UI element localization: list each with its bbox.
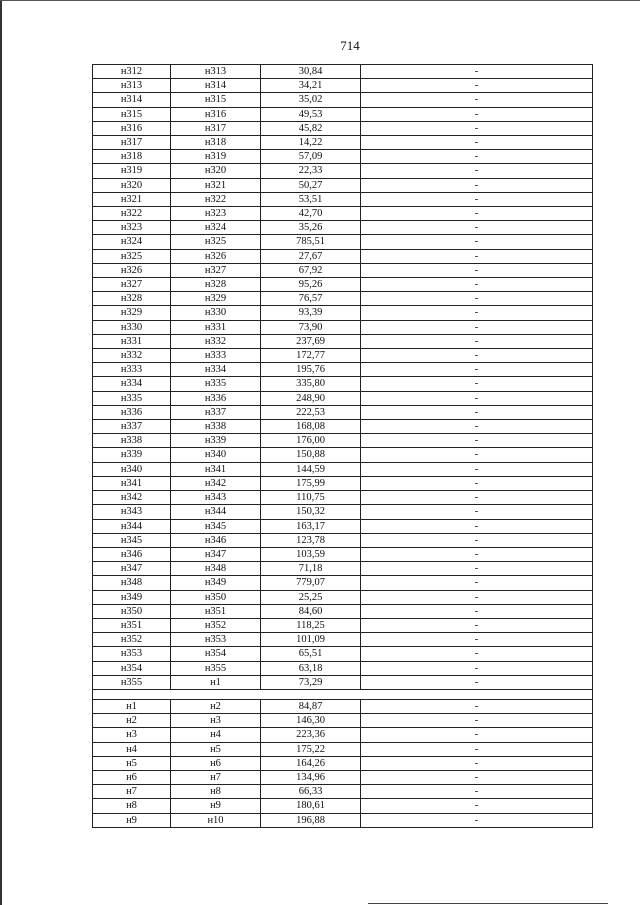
to-point-cell: н345 bbox=[171, 519, 261, 533]
note-cell: - bbox=[361, 93, 593, 107]
to-point-cell: н2 bbox=[171, 699, 261, 713]
table-row bbox=[93, 813, 593, 827]
note-cell: - bbox=[361, 618, 593, 632]
from-point-cell: н338 bbox=[93, 434, 171, 448]
distance-cell: 779,07 bbox=[261, 576, 361, 590]
from-point-cell: н342 bbox=[93, 491, 171, 505]
from-point-cell: н328 bbox=[93, 292, 171, 306]
table-row bbox=[93, 675, 593, 689]
distance-cell: 25,25 bbox=[261, 590, 361, 604]
table-row bbox=[93, 79, 593, 93]
to-point-cell: н351 bbox=[171, 604, 261, 618]
to-point-cell: н333 bbox=[171, 349, 261, 363]
to-point-cell: н326 bbox=[171, 249, 261, 263]
to-point-cell: н315 bbox=[171, 93, 261, 107]
distance-cell: 73,29 bbox=[261, 675, 361, 689]
table-row bbox=[93, 728, 593, 742]
from-point-cell: н323 bbox=[93, 221, 171, 235]
note-cell: - bbox=[361, 79, 593, 93]
note-cell: - bbox=[361, 263, 593, 277]
from-point-cell: н7 bbox=[93, 785, 171, 799]
note-cell: - bbox=[361, 519, 593, 533]
to-point-cell: н332 bbox=[171, 334, 261, 348]
table-row bbox=[93, 405, 593, 419]
distance-cell: 35,02 bbox=[261, 93, 361, 107]
note-cell: - bbox=[361, 207, 593, 221]
from-point-cell: н325 bbox=[93, 249, 171, 263]
from-point-cell: н312 bbox=[93, 65, 171, 79]
from-point-cell: н317 bbox=[93, 136, 171, 150]
distance-cell: 103,59 bbox=[261, 547, 361, 561]
note-cell: - bbox=[361, 107, 593, 121]
note-cell: - bbox=[361, 434, 593, 448]
note-cell: - bbox=[361, 661, 593, 675]
table-row bbox=[93, 476, 593, 490]
note-cell: - bbox=[361, 334, 593, 348]
table-row bbox=[93, 306, 593, 320]
to-point-cell: н327 bbox=[171, 263, 261, 277]
distance-cell: 196,88 bbox=[261, 813, 361, 827]
table-row bbox=[93, 334, 593, 348]
distance-cell: 168,08 bbox=[261, 420, 361, 434]
table-row bbox=[93, 192, 593, 206]
table-row bbox=[93, 661, 593, 675]
to-point-cell: н323 bbox=[171, 207, 261, 221]
to-point-cell: н316 bbox=[171, 107, 261, 121]
to-point-cell: н330 bbox=[171, 306, 261, 320]
distance-cell: 71,18 bbox=[261, 562, 361, 576]
to-point-cell: н346 bbox=[171, 533, 261, 547]
note-cell: - bbox=[361, 405, 593, 419]
from-point-cell: н324 bbox=[93, 235, 171, 249]
from-point-cell: н8 bbox=[93, 799, 171, 813]
to-point-cell: н336 bbox=[171, 391, 261, 405]
from-point-cell: н351 bbox=[93, 618, 171, 632]
to-point-cell: н340 bbox=[171, 448, 261, 462]
from-point-cell: н315 bbox=[93, 107, 171, 121]
from-point-cell: н341 bbox=[93, 476, 171, 490]
to-point-cell: н317 bbox=[171, 121, 261, 135]
distance-cell: 50,27 bbox=[261, 178, 361, 192]
from-point-cell: н334 bbox=[93, 377, 171, 391]
table-row bbox=[93, 448, 593, 462]
table-row bbox=[93, 770, 593, 784]
from-point-cell: н314 bbox=[93, 93, 171, 107]
from-point-cell: н5 bbox=[93, 756, 171, 770]
distance-cell: 57,09 bbox=[261, 150, 361, 164]
from-point-cell: н329 bbox=[93, 306, 171, 320]
distance-cell: 42,70 bbox=[261, 207, 361, 221]
distance-cell: 110,75 bbox=[261, 491, 361, 505]
from-point-cell: н354 bbox=[93, 661, 171, 675]
page-number: 714 bbox=[340, 38, 360, 53]
note-cell: - bbox=[361, 420, 593, 434]
to-point-cell: н324 bbox=[171, 221, 261, 235]
to-point-cell: н335 bbox=[171, 377, 261, 391]
table-row bbox=[93, 349, 593, 363]
note-cell: - bbox=[361, 462, 593, 476]
distance-cell: 150,88 bbox=[261, 448, 361, 462]
from-point-cell: н320 bbox=[93, 178, 171, 192]
distance-cell: 66,33 bbox=[261, 785, 361, 799]
from-point-cell: н355 bbox=[93, 675, 171, 689]
table-row bbox=[93, 533, 593, 547]
table-row bbox=[93, 519, 593, 533]
note-cell: - bbox=[361, 576, 593, 590]
note-cell: - bbox=[361, 178, 593, 192]
from-point-cell: н337 bbox=[93, 420, 171, 434]
table-row bbox=[93, 799, 593, 813]
table-row bbox=[93, 178, 593, 192]
note-cell: - bbox=[361, 699, 593, 713]
note-cell: - bbox=[361, 813, 593, 827]
distance-cell: 27,67 bbox=[261, 249, 361, 263]
distance-cell: 84,87 bbox=[261, 699, 361, 713]
to-point-cell: н321 bbox=[171, 178, 261, 192]
distance-cell: 144,59 bbox=[261, 462, 361, 476]
note-cell: - bbox=[361, 714, 593, 728]
to-point-cell: н353 bbox=[171, 633, 261, 647]
from-point-cell: н313 bbox=[93, 79, 171, 93]
to-point-cell: н352 bbox=[171, 618, 261, 632]
note-cell: - bbox=[361, 633, 593, 647]
to-point-cell: н319 bbox=[171, 150, 261, 164]
distance-cell: 785,51 bbox=[261, 235, 361, 249]
to-point-cell: н339 bbox=[171, 434, 261, 448]
note-cell: - bbox=[361, 590, 593, 604]
note-cell: - bbox=[361, 278, 593, 292]
from-point-cell: н331 bbox=[93, 334, 171, 348]
from-point-cell: н352 bbox=[93, 633, 171, 647]
distance-cell: 84,60 bbox=[261, 604, 361, 618]
table-row bbox=[93, 462, 593, 476]
from-point-cell: н347 bbox=[93, 562, 171, 576]
note-cell: - bbox=[361, 799, 593, 813]
note-cell: - bbox=[361, 728, 593, 742]
note-cell: - bbox=[361, 363, 593, 377]
note-cell: - bbox=[361, 192, 593, 206]
to-point-cell: н342 bbox=[171, 476, 261, 490]
to-point-cell: н314 bbox=[171, 79, 261, 93]
table-row bbox=[93, 647, 593, 661]
table-row bbox=[93, 320, 593, 334]
distance-cell: 67,92 bbox=[261, 263, 361, 277]
distance-cell: 45,82 bbox=[261, 121, 361, 135]
distance-cell: 34,21 bbox=[261, 79, 361, 93]
table-row bbox=[93, 420, 593, 434]
spacer-cell bbox=[93, 689, 593, 699]
page-bottom-edge bbox=[368, 903, 608, 904]
from-point-cell: н316 bbox=[93, 121, 171, 135]
from-point-cell: н332 bbox=[93, 349, 171, 363]
from-point-cell: н353 bbox=[93, 647, 171, 661]
table-row bbox=[93, 278, 593, 292]
from-point-cell: н350 bbox=[93, 604, 171, 618]
note-cell: - bbox=[361, 448, 593, 462]
table-row bbox=[93, 633, 593, 647]
page-top-edge bbox=[0, 0, 640, 1]
distance-cell: 123,78 bbox=[261, 533, 361, 547]
to-point-cell: н7 bbox=[171, 770, 261, 784]
table-row bbox=[93, 65, 593, 79]
to-point-cell: н350 bbox=[171, 590, 261, 604]
to-point-cell: н328 bbox=[171, 278, 261, 292]
from-point-cell: н326 bbox=[93, 263, 171, 277]
note-cell: - bbox=[361, 785, 593, 799]
table-row bbox=[93, 263, 593, 277]
from-point-cell: н327 bbox=[93, 278, 171, 292]
distance-cell: 35,26 bbox=[261, 221, 361, 235]
table-row bbox=[93, 756, 593, 770]
distance-cell: 180,61 bbox=[261, 799, 361, 813]
to-point-cell: н329 bbox=[171, 292, 261, 306]
note-cell: - bbox=[361, 770, 593, 784]
table-row bbox=[93, 742, 593, 756]
note-cell: - bbox=[361, 756, 593, 770]
note-cell: - bbox=[361, 533, 593, 547]
from-point-cell: н344 bbox=[93, 519, 171, 533]
note-cell: - bbox=[361, 65, 593, 79]
table-row bbox=[93, 363, 593, 377]
from-point-cell: н6 bbox=[93, 770, 171, 784]
table-row bbox=[93, 618, 593, 632]
from-point-cell: н4 bbox=[93, 742, 171, 756]
note-cell: - bbox=[361, 221, 593, 235]
distance-cell: 164,26 bbox=[261, 756, 361, 770]
distance-cell: 14,22 bbox=[261, 136, 361, 150]
note-cell: - bbox=[361, 235, 593, 249]
distance-cell: 63,18 bbox=[261, 661, 361, 675]
note-cell: - bbox=[361, 320, 593, 334]
note-cell: - bbox=[361, 505, 593, 519]
table-row bbox=[93, 590, 593, 604]
table-body bbox=[93, 65, 593, 828]
note-cell: - bbox=[361, 647, 593, 661]
distance-cell: 30,84 bbox=[261, 65, 361, 79]
from-point-cell: н321 bbox=[93, 192, 171, 206]
note-cell: - bbox=[361, 562, 593, 576]
table-row bbox=[93, 207, 593, 221]
from-point-cell: н333 bbox=[93, 363, 171, 377]
table-row bbox=[93, 93, 593, 107]
page-left-edge bbox=[0, 0, 2, 905]
table-row bbox=[93, 150, 593, 164]
note-cell: - bbox=[361, 675, 593, 689]
distance-cell: 248,90 bbox=[261, 391, 361, 405]
from-point-cell: н330 bbox=[93, 320, 171, 334]
from-point-cell: н345 bbox=[93, 533, 171, 547]
note-cell: - bbox=[361, 292, 593, 306]
note-cell: - bbox=[361, 249, 593, 263]
table-row bbox=[93, 699, 593, 713]
note-cell: - bbox=[361, 136, 593, 150]
note-cell: - bbox=[361, 742, 593, 756]
from-point-cell: н339 bbox=[93, 448, 171, 462]
to-point-cell: н338 bbox=[171, 420, 261, 434]
distance-cell: 95,26 bbox=[261, 278, 361, 292]
to-point-cell: н347 bbox=[171, 547, 261, 561]
note-cell: - bbox=[361, 349, 593, 363]
distance-cell: 175,99 bbox=[261, 476, 361, 490]
from-point-cell: н1 bbox=[93, 699, 171, 713]
distance-cell: 76,57 bbox=[261, 292, 361, 306]
distance-cell: 49,53 bbox=[261, 107, 361, 121]
to-point-cell: н320 bbox=[171, 164, 261, 178]
from-point-cell: н3 bbox=[93, 728, 171, 742]
table-row bbox=[93, 785, 593, 799]
to-point-cell: н5 bbox=[171, 742, 261, 756]
table-row bbox=[93, 391, 593, 405]
distance-cell: 22,33 bbox=[261, 164, 361, 178]
table-row bbox=[93, 164, 593, 178]
to-point-cell: н3 bbox=[171, 714, 261, 728]
note-cell: - bbox=[361, 391, 593, 405]
distance-cell: 146,30 bbox=[261, 714, 361, 728]
to-point-cell: н322 bbox=[171, 192, 261, 206]
table-row bbox=[93, 136, 593, 150]
table-row bbox=[93, 604, 593, 618]
to-point-cell: н337 bbox=[171, 405, 261, 419]
distance-cell: 93,39 bbox=[261, 306, 361, 320]
distance-cell: 176,00 bbox=[261, 434, 361, 448]
from-point-cell: н322 bbox=[93, 207, 171, 221]
to-point-cell: н4 bbox=[171, 728, 261, 742]
note-cell: - bbox=[361, 377, 593, 391]
distance-cell: 134,96 bbox=[261, 770, 361, 784]
note-cell: - bbox=[361, 121, 593, 135]
table-row bbox=[93, 249, 593, 263]
table-row bbox=[93, 562, 593, 576]
distance-cell: 195,76 bbox=[261, 363, 361, 377]
note-cell: - bbox=[361, 150, 593, 164]
distance-cell: 222,53 bbox=[261, 405, 361, 419]
from-point-cell: н346 bbox=[93, 547, 171, 561]
to-point-cell: н6 bbox=[171, 756, 261, 770]
note-cell: - bbox=[361, 491, 593, 505]
distance-cell: 175,22 bbox=[261, 742, 361, 756]
table-row bbox=[93, 576, 593, 590]
distance-cell: 65,51 bbox=[261, 647, 361, 661]
note-cell: - bbox=[361, 476, 593, 490]
to-point-cell: н344 bbox=[171, 505, 261, 519]
boundary-segments-table bbox=[92, 64, 593, 828]
distance-cell: 172,77 bbox=[261, 349, 361, 363]
to-point-cell: н354 bbox=[171, 647, 261, 661]
table-spacer-row bbox=[93, 689, 593, 699]
distance-cell: 150,32 bbox=[261, 505, 361, 519]
from-point-cell: н318 bbox=[93, 150, 171, 164]
to-point-cell: н331 bbox=[171, 320, 261, 334]
distance-cell: 163,17 bbox=[261, 519, 361, 533]
from-point-cell: н319 bbox=[93, 164, 171, 178]
from-point-cell: н335 bbox=[93, 391, 171, 405]
note-cell: - bbox=[361, 604, 593, 618]
distance-cell: 53,51 bbox=[261, 192, 361, 206]
distance-cell: 237,69 bbox=[261, 334, 361, 348]
from-point-cell: н340 bbox=[93, 462, 171, 476]
table-row bbox=[93, 221, 593, 235]
table-row bbox=[93, 434, 593, 448]
distance-cell: 335,80 bbox=[261, 377, 361, 391]
table-row bbox=[93, 107, 593, 121]
from-point-cell: н9 bbox=[93, 813, 171, 827]
to-point-cell: н341 bbox=[171, 462, 261, 476]
to-point-cell: н9 bbox=[171, 799, 261, 813]
from-point-cell: н2 bbox=[93, 714, 171, 728]
table-row bbox=[93, 377, 593, 391]
to-point-cell: н318 bbox=[171, 136, 261, 150]
distance-cell: 223,36 bbox=[261, 728, 361, 742]
distance-cell: 118,25 bbox=[261, 618, 361, 632]
to-point-cell: н334 bbox=[171, 363, 261, 377]
to-point-cell: н1 bbox=[171, 675, 261, 689]
table-row bbox=[93, 505, 593, 519]
to-point-cell: н348 bbox=[171, 562, 261, 576]
table-row bbox=[93, 547, 593, 561]
to-point-cell: н8 bbox=[171, 785, 261, 799]
to-point-cell: н313 bbox=[171, 65, 261, 79]
from-point-cell: н336 bbox=[93, 405, 171, 419]
table-row bbox=[93, 292, 593, 306]
table-row bbox=[93, 235, 593, 249]
from-point-cell: н348 bbox=[93, 576, 171, 590]
from-point-cell: н343 bbox=[93, 505, 171, 519]
table-row bbox=[93, 491, 593, 505]
note-cell: - bbox=[361, 547, 593, 561]
to-point-cell: н343 bbox=[171, 491, 261, 505]
distance-cell: 73,90 bbox=[261, 320, 361, 334]
note-cell: - bbox=[361, 164, 593, 178]
to-point-cell: н10 bbox=[171, 813, 261, 827]
to-point-cell: н325 bbox=[171, 235, 261, 249]
note-cell: - bbox=[361, 306, 593, 320]
table-row bbox=[93, 714, 593, 728]
from-point-cell: н349 bbox=[93, 590, 171, 604]
to-point-cell: н349 bbox=[171, 576, 261, 590]
table-row bbox=[93, 121, 593, 135]
to-point-cell: н355 bbox=[171, 661, 261, 675]
distance-cell: 101,09 bbox=[261, 633, 361, 647]
